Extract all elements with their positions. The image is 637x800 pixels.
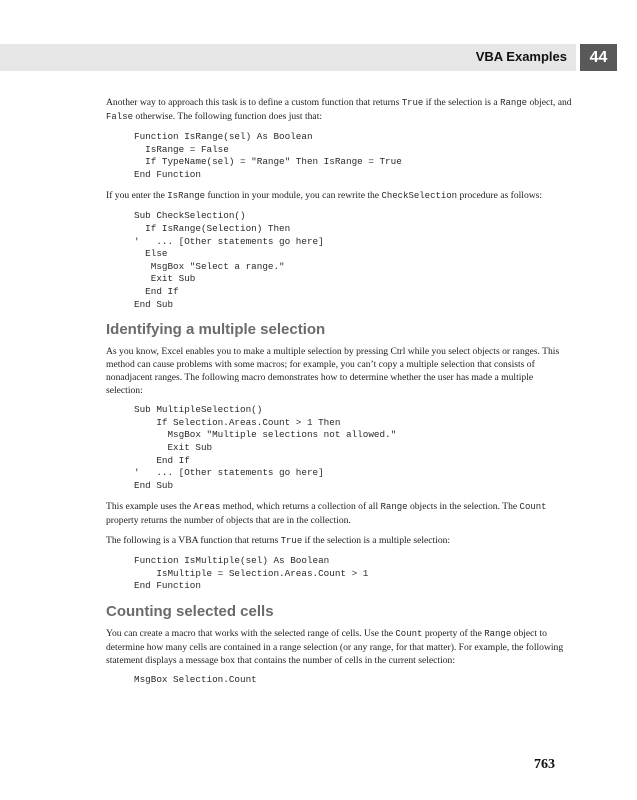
code-line: MsgBox "Multiple selections not allowed.": [134, 429, 397, 441]
code-line: IsMultiple = Selection.Areas.Count > 1: [134, 567, 369, 579]
code-line: End If: [134, 454, 190, 466]
inline-code: IsRange: [167, 191, 206, 202]
code-block-multipleselection: [134, 404, 572, 492]
code-line: Exit Sub: [134, 441, 213, 453]
code-line: End Sub: [134, 298, 174, 310]
section-heading-multiple-selection: Identifying a multiple selection: [106, 321, 326, 339]
code-line: ' ... [Other statements go here]: [134, 467, 324, 479]
inline-code: True: [401, 98, 424, 108]
inline-code: Range: [500, 98, 528, 108]
code-line: IsRange = False: [134, 143, 229, 155]
inline-code: True: [280, 536, 303, 547]
code-line: MsgBox "Select a range.": [134, 260, 285, 272]
code-line: Else: [134, 248, 168, 260]
code-line: If Selection.Areas.Count > 1 Then: [134, 416, 341, 428]
code-line: Function IsRange(sel) As Boolean: [134, 131, 313, 142]
code-line: Exit Sub: [134, 273, 196, 285]
code-line: End Sub: [134, 479, 174, 491]
code-line: End If: [134, 285, 179, 297]
code-line: Sub MultipleSelection(): [134, 404, 263, 416]
counting-cells-paragraph: You can create a macro that works with the selected range of cells. Use the Count property of the Range object to determine how many cells are contained in a range selection (or any range, for that matter). For example, the following statement displays a message box that contains the number of cells in the current selection:: [106, 628, 564, 667]
multiple-selection-paragraph: As you know, Excel enables you to make a multiple selection by pressing Ctrl while you select objects or ranges. This method can cause problems with some macros; for example, you can’t copy a multiple selection that consists of nonadjacent ranges. The following macro demonstrates how to determine whether the user has made a multiple selection:: [106, 346, 560, 397]
areas-explanation-paragraph: This example uses the Areas method, which returns a collection of all Range objects in the selection. The Count property returns the number of objects that are in the collection.: [106, 501, 547, 527]
inline-code: False: [106, 112, 134, 122]
rewrite-paragraph: If you enter the IsRange function in your module, you can rewrite the CheckSelection procedure as follows:: [106, 190, 543, 202]
code-block-msgbox-count: [134, 674, 572, 687]
code-line: Sub CheckSelection(): [134, 210, 246, 222]
inline-code: Range: [484, 629, 512, 640]
running-header-title: VBA Examples: [475, 49, 567, 64]
code-line: ' ... [Other statements go here]: [134, 235, 324, 247]
code-line: If IsRange(Selection) Then: [134, 222, 291, 234]
page-content: [106, 96, 572, 695]
inline-code: Count: [519, 502, 547, 513]
code-block-checkselection: [134, 210, 572, 311]
code-line: MsgBox Selection.Count: [134, 674, 257, 686]
code-line: If TypeName(sel) = "Range" Then IsRange = True: [134, 156, 402, 168]
code-line: Function IsMultiple(sel) As Boolean: [134, 555, 330, 567]
ismultiple-intro-paragraph: The following is a VBA function that returns True if the selection is a multiple selection:: [106, 535, 451, 547]
code-line: End Function: [134, 580, 201, 592]
page-number: 763: [534, 757, 555, 772]
inline-code: Areas: [193, 502, 221, 513]
intro-paragraph: Another way to approach this task is to define a custom function that returns True if the selection is a Range object, and False otherwise. The following function does just that:: [106, 97, 572, 122]
code-block-isrange: [134, 131, 572, 181]
inline-code: Range: [380, 502, 408, 513]
code-line: End Function: [134, 168, 201, 180]
chapter-number-badge: 44: [580, 44, 617, 71]
code-block-ismultiple: [134, 555, 572, 593]
section-heading-counting-cells: Counting selected cells: [106, 603, 274, 621]
inline-code: Count: [395, 629, 423, 640]
inline-code: CheckSelection: [381, 191, 458, 202]
